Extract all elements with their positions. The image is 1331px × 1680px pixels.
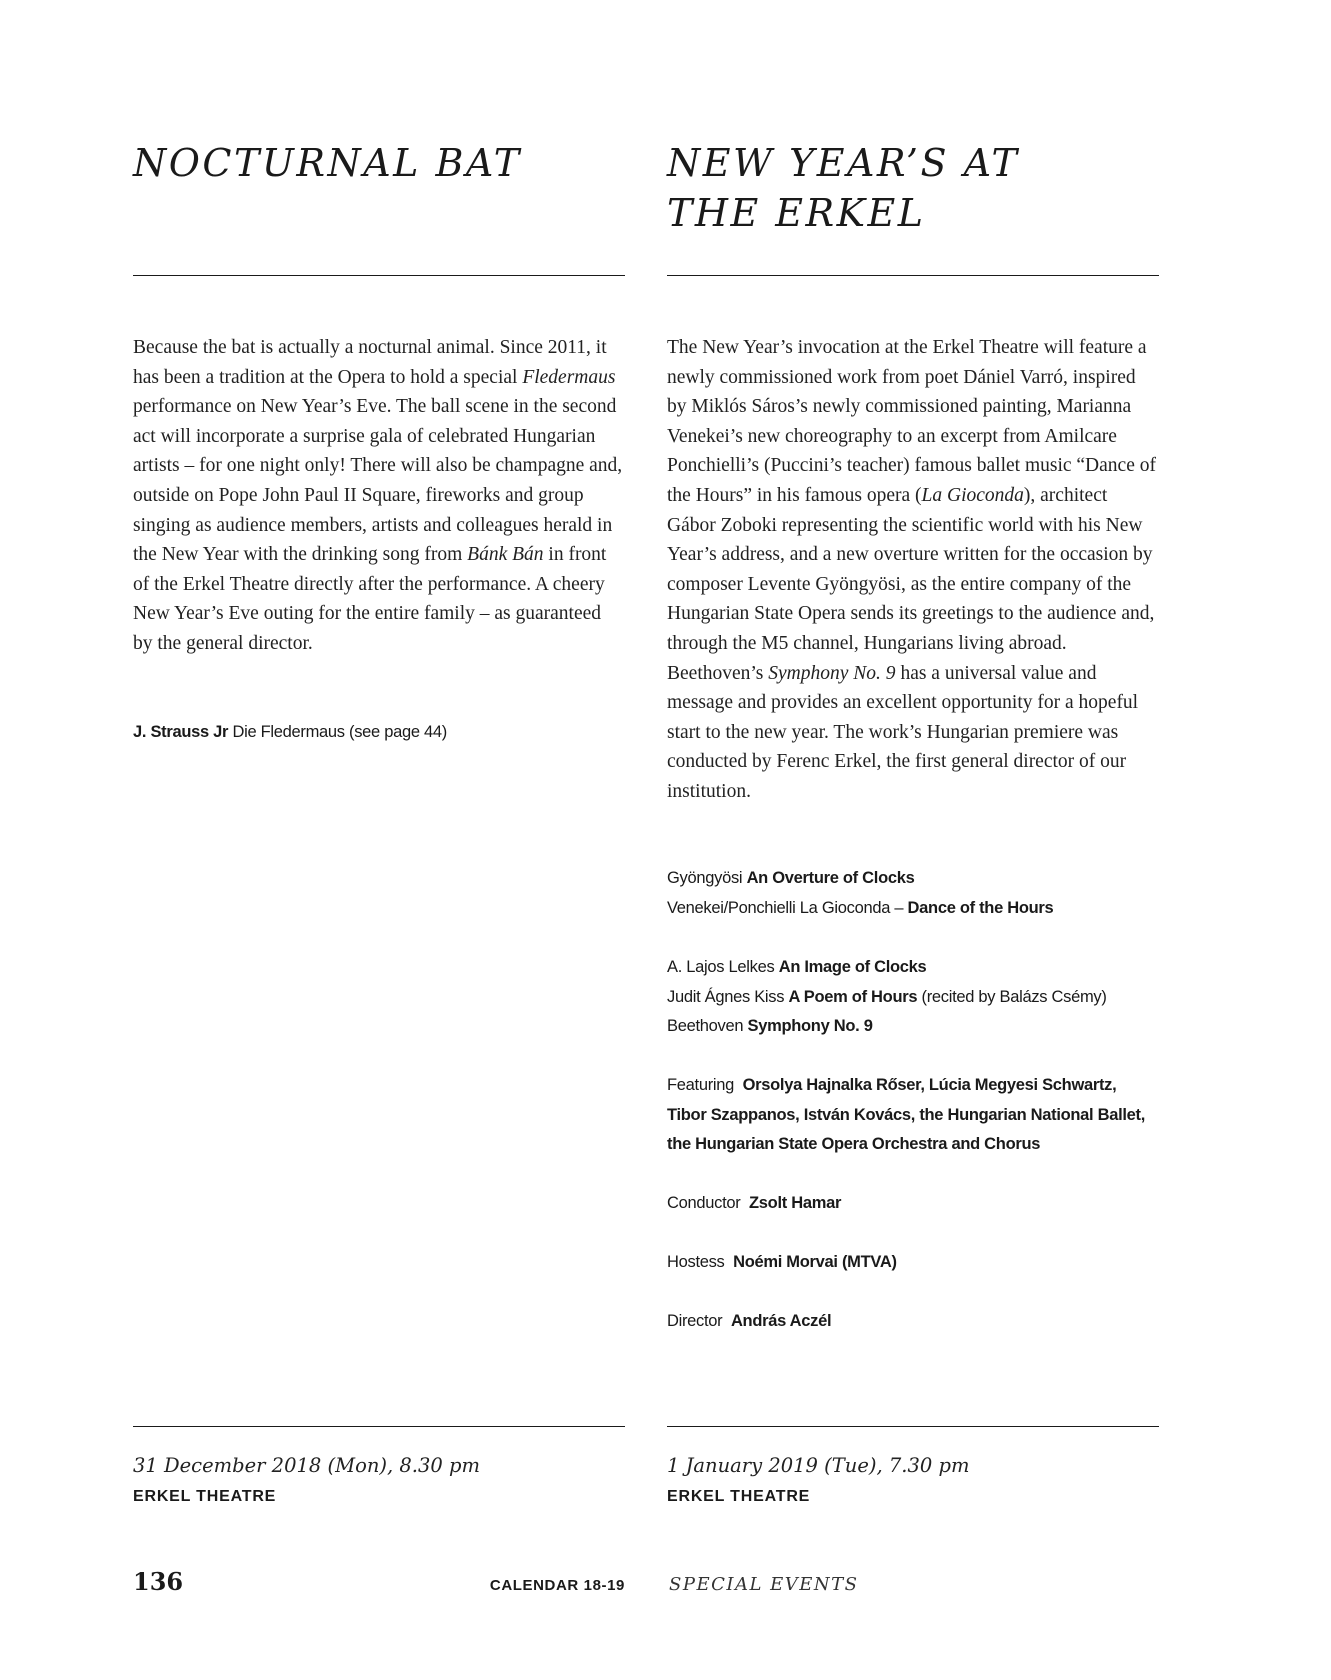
left-work-credit (133, 718, 625, 748)
program-item: Judit Ágnes Kiss A Poem of Hours (recited by Balázs Csémy) (667, 987, 1107, 1006)
right-article-title (667, 138, 1159, 238)
right-top-divider (667, 275, 1159, 276)
right-article-body: The New Year’s invocation at the Erkel Theatre will feature a newly commissioned work from poet Dániel Varró, inspired by Miklós Sáros’s newly commissioned painting, Marianna Venekei’s new choreography to an excerpt from Amilcare Ponchielli’s (Puccini’s teacher) famous ballet music “Dance of the Hours” in his famous opera (La Gioconda), architect Gábor Zoboki representing the scientific world with his New Year’s address, and a new overture written for the occasion by composer Levente Gyöngyösi, as the entire company of the Hungarian State Opera sends its greetings to the audience and, through the M5 channel, Hungarians living abroad. Beethoven’s Symphony No. 9 has a universal value and message and provides an excellent opportunity for a hopeful start to the new year. The work’s Hungarian premiere was conducted by Ferenc Erkel, the first general director of our institution. (667, 337, 1156, 802)
hostess-credit: Hostess Noémi Morvai (MTVA) (667, 1253, 897, 1271)
conductor-credit: Conductor Zsolt Hamar (667, 1194, 842, 1212)
featuring-credits (667, 1071, 1159, 1160)
right-title-line1: NEW YEAR’S AT (667, 141, 1020, 185)
featuring-line2: Tibor Szappanos, István Kovács, the Hungarian National Ballet, (667, 1105, 1146, 1124)
page-number: 136 (133, 1567, 184, 1596)
featuring-label: Featuring (667, 1076, 735, 1094)
program-group-2 (667, 953, 1159, 1042)
director-credit: Director András Aczél (667, 1312, 832, 1330)
footer-calendar: CALENDAR 18-19 (489, 1577, 625, 1594)
left-event-venue: ERKEL THEATRE (133, 1488, 277, 1505)
left-article-body: Because the bat is actually a nocturnal animal. Since 2011, it has been a tradition at the Opera to hold a special Fledermaus performance on New Year’s Eve. The ball scene in the second act will incorporate a surprise gala of celebrated Hungarian artists – for one night only! There will also be champagne and, outside on Pope John Paul II Square, fireworks and group singing as audience members, artists and colleagues herald in the New Year with the drinking song from Bánk Bán in front of the Erkel Theatre directly after the performance. A cheery New Year’s Eve outing for the entire family – as guaranteed by the general director. (133, 337, 623, 654)
program-item: Beethoven Symphony No. 9 (667, 1017, 873, 1036)
right-title-line2: THE ERKEL (667, 191, 926, 235)
featuring-line1: Orsolya Hajnalka Rőser, Lúcia Megyesi Schwartz, (742, 1076, 1117, 1094)
left-article-title: NOCTURNAL BAT (133, 141, 522, 185)
right-bottom-divider (667, 1426, 1159, 1427)
left-event-date: 31 December 2018 (Mon), 8.30 pm (133, 1454, 480, 1477)
footer-section-title: SPECIAL EVENTS (669, 1574, 859, 1595)
featuring-line3: the Hungarian State Opera Orchestra and Chorus (667, 1135, 1041, 1154)
program-item: A. Lajos Lelkes An Image of Clocks (667, 958, 927, 976)
composer-name: J. Strauss Jr (133, 723, 229, 741)
program-item: Gyöngyösi An Overture of Clocks (667, 869, 915, 887)
right-event-venue: ERKEL THEATRE (667, 1488, 811, 1505)
program-item: Venekei/Ponchielli La Gioconda – Dance of the Hours (667, 898, 1054, 917)
left-top-divider (133, 275, 625, 276)
right-event-date: 1 January 2019 (Tue), 7.30 pm (667, 1454, 970, 1477)
work-title: Die Fledermaus (see page 44) (232, 723, 447, 741)
program-group-1 (667, 864, 1159, 923)
left-bottom-divider (133, 1426, 625, 1427)
